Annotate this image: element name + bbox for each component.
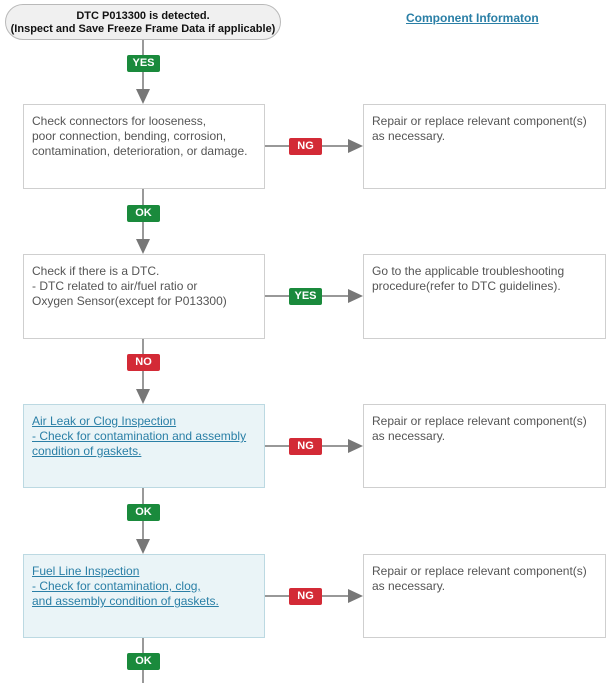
- step-line: Check connectors for looseness,: [32, 114, 207, 128]
- step-line: contamination, deterioration, or damage.: [32, 144, 248, 158]
- branch-line: as necessary.: [372, 429, 446, 443]
- ok-badge: OK: [127, 504, 160, 521]
- step-check-dtc: [23, 254, 265, 339]
- component-information-link[interactable]: Component Informaton: [406, 11, 539, 25]
- start-terminal: [5, 4, 281, 40]
- step-link-line[interactable]: - Check for contamination and assembly: [32, 429, 247, 443]
- ng-badge: NG: [289, 588, 322, 605]
- no-badge: NO: [127, 354, 160, 371]
- repair-box: [363, 404, 606, 488]
- step-air-leak-inspection[interactable]: [23, 404, 265, 488]
- ok-badge: OK: [127, 205, 160, 222]
- fuel-line-inspection-link[interactable]: Fuel Line Inspection: [32, 564, 140, 578]
- yes-badge: YES: [127, 55, 160, 72]
- ng-badge: NG: [289, 138, 322, 155]
- branch-line: procedure(refer to DTC guidelines).: [372, 279, 561, 293]
- air-leak-inspection-link[interactable]: Air Leak or Clog Inspection: [32, 414, 177, 428]
- troubleshooting-box: [363, 254, 606, 339]
- step-line: Oxygen Sensor(except for P013300): [32, 294, 227, 308]
- repair-box: [363, 104, 606, 189]
- start-line-1: DTC P013300 is detected.: [76, 10, 210, 22]
- branch-line: as necessary.: [372, 579, 446, 593]
- branch-line: Repair or replace relevant component(s): [372, 414, 587, 428]
- yes-badge: YES: [289, 288, 322, 305]
- step-link-line[interactable]: and assembly condition of gaskets.: [32, 594, 219, 608]
- repair-box: [363, 554, 606, 638]
- branch-line: Repair or replace relevant component(s): [372, 564, 587, 578]
- branch-line: Go to the applicable troubleshooting: [372, 264, 565, 278]
- step-line: - DTC related to air/fuel ratio or: [32, 279, 198, 293]
- branch-line: as necessary.: [372, 129, 446, 143]
- step-link-line[interactable]: - Check for contamination, clog,: [32, 579, 201, 593]
- ng-badge: NG: [289, 438, 322, 455]
- step-line: Check if there is a DTC.: [32, 264, 160, 278]
- branch-line: Repair or replace relevant component(s): [372, 114, 587, 128]
- start-line-2: (Inspect and Save Freeze Frame Data if applicable): [10, 23, 276, 35]
- step-fuel-line-inspection[interactable]: [23, 554, 265, 638]
- step-check-connectors: [23, 104, 265, 189]
- step-line: poor connection, bending, corrosion,: [32, 129, 227, 143]
- step-link-line[interactable]: condition of gaskets.: [32, 444, 142, 458]
- ok-badge: OK: [127, 653, 160, 670]
